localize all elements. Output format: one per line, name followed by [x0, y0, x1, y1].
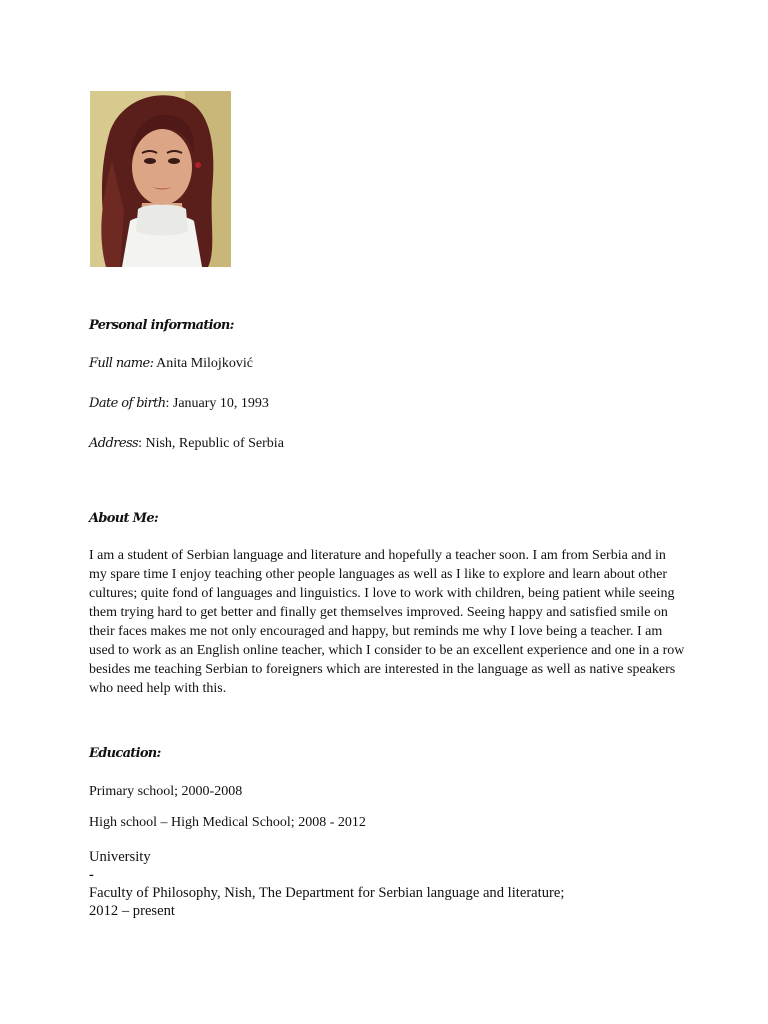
- university-line-2: 2012 – present: [89, 903, 175, 919]
- address-value: : Nish, Republic of Serbia: [138, 436, 284, 451]
- education-high-school: High school – High Medical School; 2008 - 2012: [89, 815, 366, 830]
- about-line: my spare time I enjoy teaching other people languages as well as I like to explore and learn about other: [89, 567, 668, 582]
- university-dash: -: [89, 867, 94, 883]
- about-line: their faces makes me not only encouraged and happy, but reminds me why I love being a teacher. I am: [89, 624, 663, 639]
- about-line: cultures; quite fond of languages and linguistics. I love to work with children, being patient while seeing: [89, 586, 675, 601]
- university-prefix: University: [89, 849, 151, 865]
- personal-info-heading: Personal information:: [89, 318, 234, 333]
- about-line: besides me teaching Serbian to foreigners which are interested in the language as well as native speakers: [89, 662, 676, 677]
- dob-label: Date of birth: [89, 396, 166, 411]
- full-name-label: Full name:: [89, 356, 154, 371]
- about-paragraph: [89, 546, 689, 698]
- profile-photo: [90, 91, 231, 267]
- portrait-icon: [90, 91, 231, 267]
- university-details: Faculty of Philosophy, Nish, The Department for Serbian language and literature;: [89, 885, 565, 901]
- about-line: them trying hard to get better and finally get themselves improved. Seeing happy and satisfied smile on: [89, 605, 668, 620]
- dob-row: [89, 396, 269, 412]
- about-heading: About Me:: [89, 511, 158, 526]
- full-name-row: [89, 356, 253, 372]
- about-line: used to work as an English online teacher, which I consider to be an excellent experience and one in a row: [89, 643, 685, 658]
- dob-value: : January 10, 1993: [165, 396, 269, 411]
- about-line: I am a student of Serbian language and literature and hopefully a teacher soon. I am from Serbia and in: [89, 548, 666, 563]
- education-primary: Primary school; 2000-2008: [89, 784, 243, 799]
- full-name-value: Anita Milojković: [153, 356, 253, 371]
- university-line-1: [89, 848, 564, 902]
- address-row: [89, 436, 284, 452]
- education-university: [89, 848, 564, 920]
- about-line: who need help with this.: [89, 681, 227, 696]
- address-label: Address: [89, 436, 139, 451]
- education-heading: Education:: [89, 746, 161, 761]
